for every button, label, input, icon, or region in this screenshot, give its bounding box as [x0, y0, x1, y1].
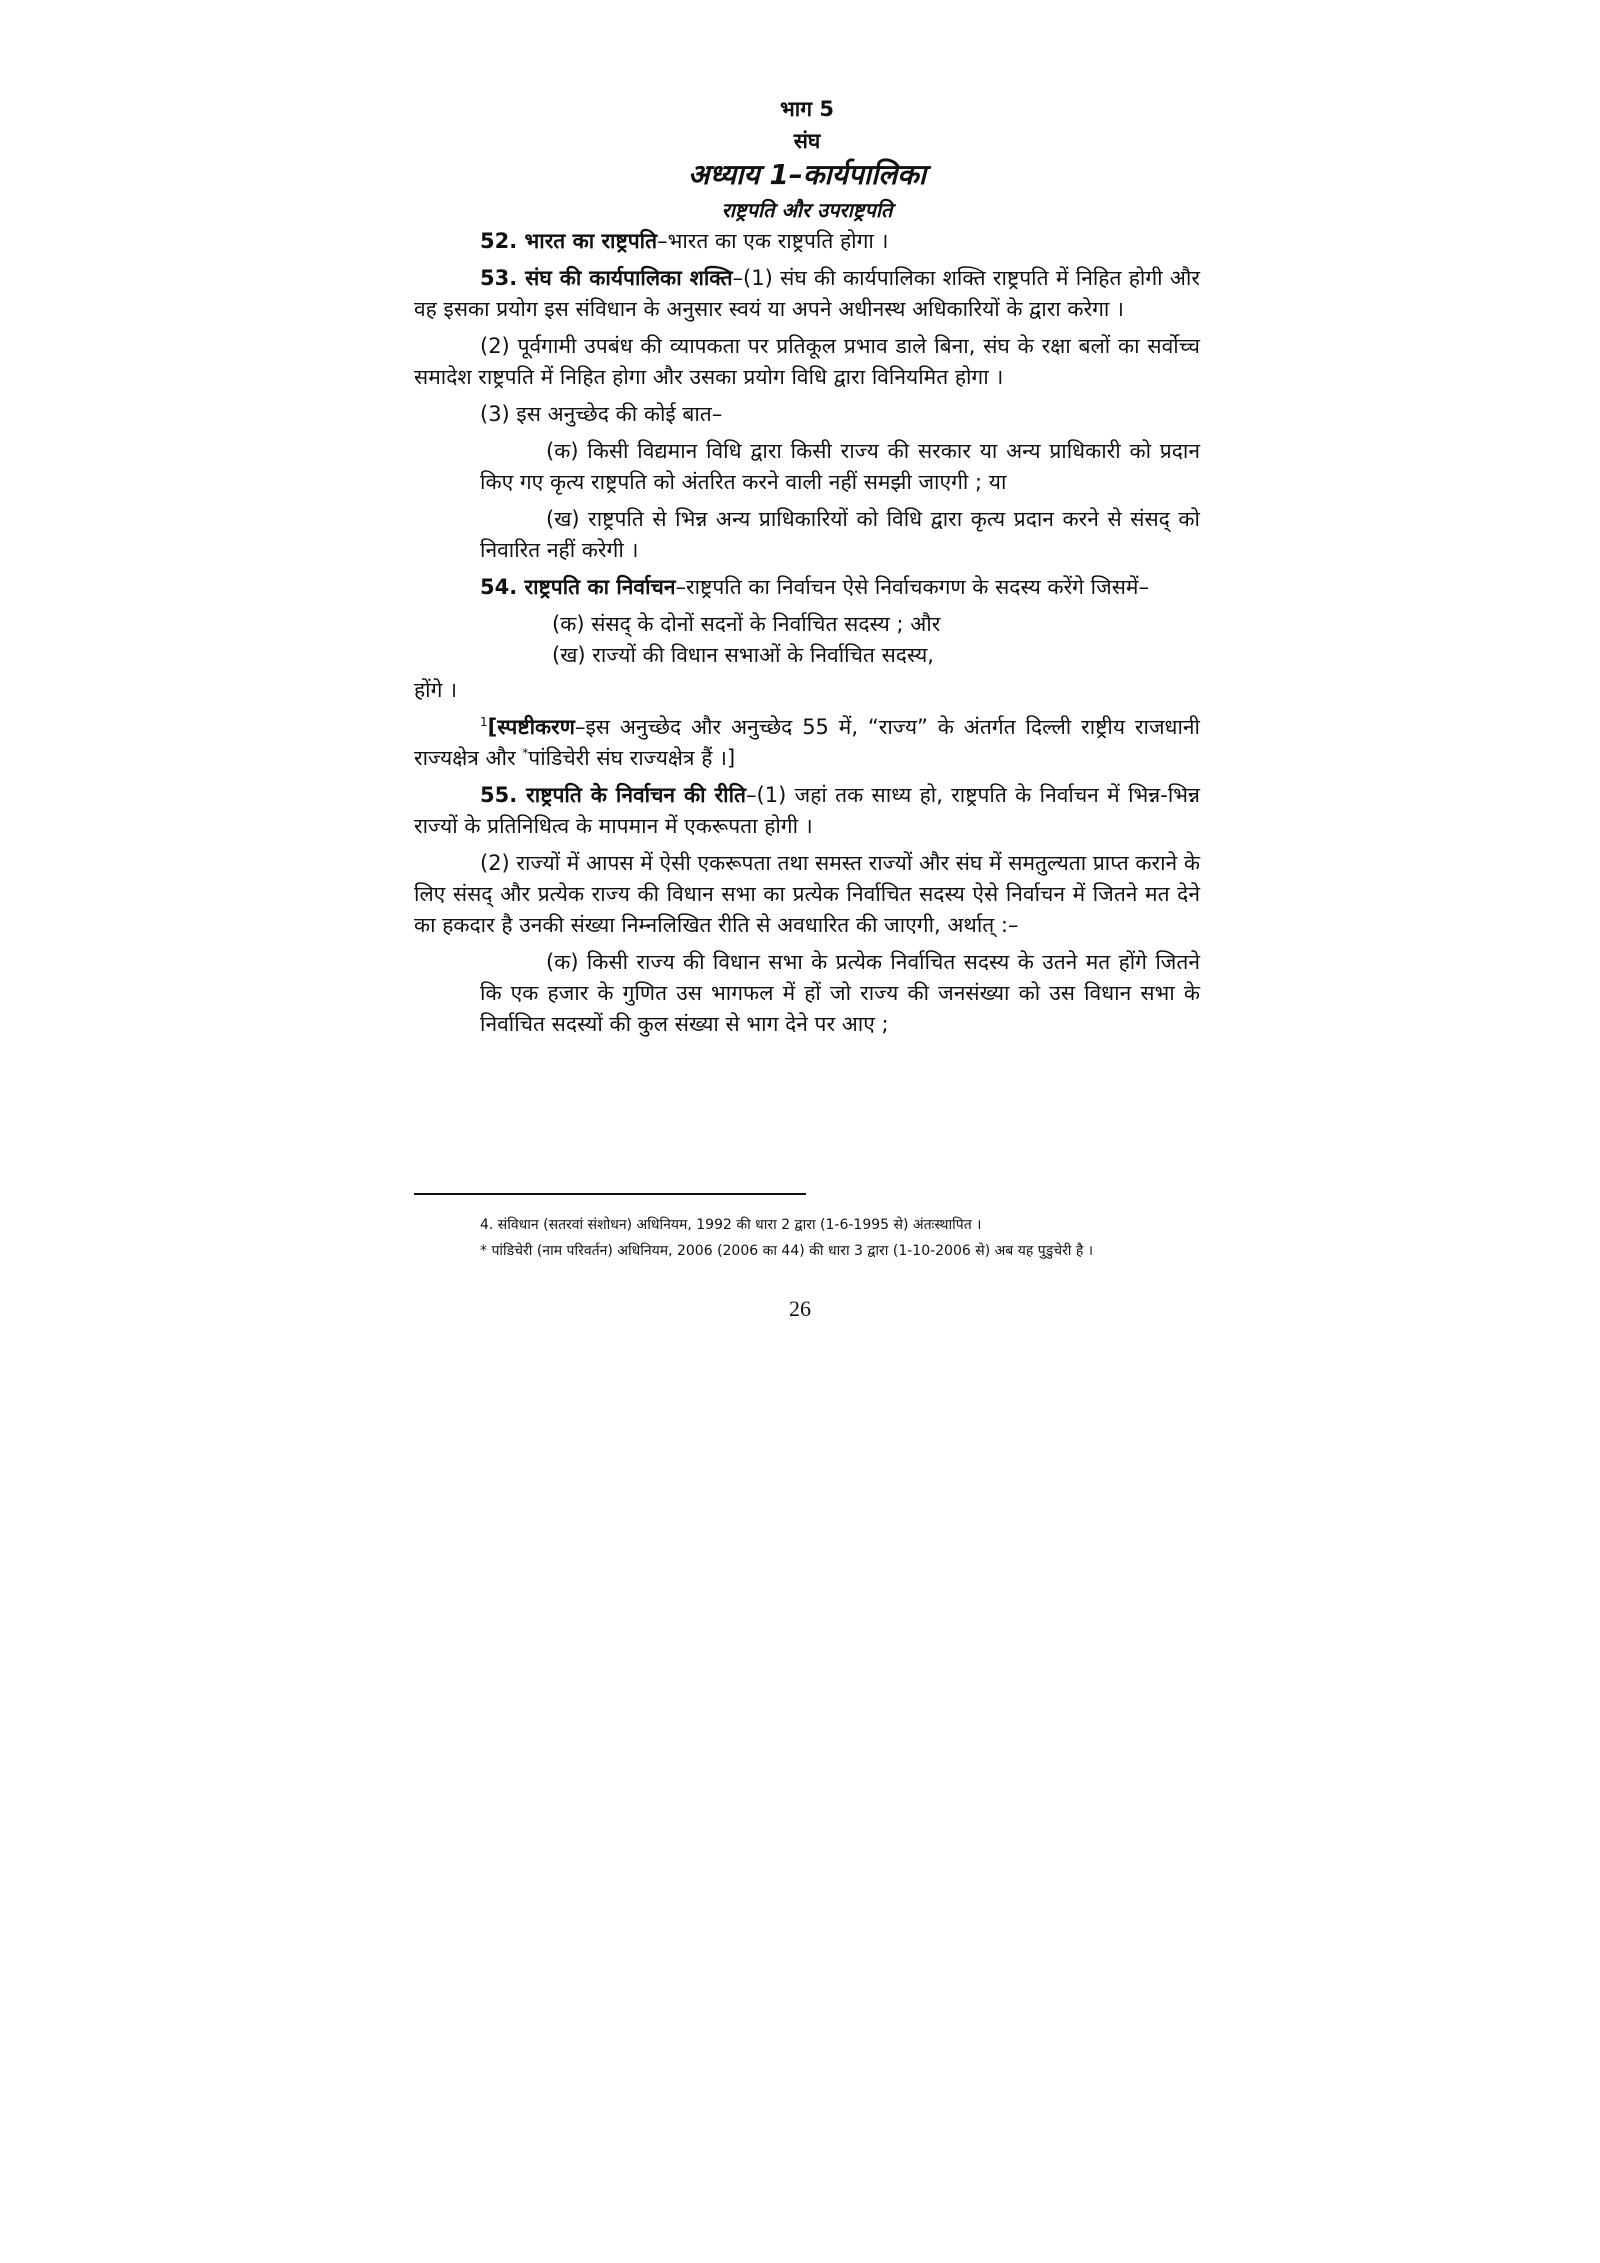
article-53-clause-1 — [414, 263, 1200, 325]
article-55-sub-a: (क) किसी राज्य की विधान सभा के प्रत्येक निर्वाचित सदस्य के उतने मत होंगे जितने कि एक हजार के गुणित उस भागफल में हों जो राज्य की जनसंख्या को उस विधान सभा के निर्वाचित सदस्यों की कुल संख्या से भाग देने पर आए ; — [480, 950, 1200, 1036]
article-55-heading: 55. राष्ट्रपति के निर्वाचन की रीति — [480, 783, 747, 807]
article-53-sub-a: (क) किसी विद्यमान विधि द्वारा किसी राज्य की सरकार या अन्य प्राधिकारी को प्रदान किए गए कृत्य राष्ट्रपति को अंतरित करने वाली नहीं समझी जाएगी ; या — [480, 439, 1200, 494]
chapter-title: अध्याय 1–कार्यपालिका — [687, 158, 927, 191]
footnote-1: 4. संविधान (सतरवां संशोधन) अधिनियम, 1992 की धारा 2 द्वारा (1-6-1995 से) अंतःस्थापित । — [480, 1217, 982, 1233]
section-subheading: राष्ट्रपति और उपराष्ट्रपति — [721, 198, 893, 222]
footnote-divider — [414, 1193, 806, 1195]
article-54-end: होंगे । — [414, 678, 458, 702]
article-54-item-b: (ख) राज्यों की विधान सभाओं के निर्वाचित सदस्य, — [552, 643, 934, 667]
article-55-clause-1-text: –(1) जहां तक साध्य हो, राष्ट्रपति के निर्वाचन में भिन्न-भिन्न राज्यों के प्रतिनिधित्व के मापमान में एकरूपता होगी । — [414, 783, 1200, 838]
article-53-clause-2: (2) पूर्वगामी उपबंध की व्यापकता पर प्रतिकूल प्रभाव डाले बिना, संघ के रक्षा बलों का सर्वोच्च समादेश राष्ट्रपति में निहित होगा और उसका प्रयोग विधि द्वारा विनियमित होगा । — [414, 334, 1200, 389]
page-number: 26 — [789, 1296, 811, 1321]
article-52 — [414, 226, 1200, 257]
explanation-text-1: –इस अनुच्छेद और अनुच्छेद 55 में, “राज्य” के अंतर्गत दिल्ली राष्ट्रीय राजधानी राज्यक्षेत्र और — [414, 715, 1200, 770]
footnote-2: * पांडिचेरी (नाम परिवर्तन) अधिनियम, 2006 (2006 का 44) की धारा 3 द्वारा (1-10-2006 से) अब यह पुडुचेरी है । — [480, 1243, 1094, 1259]
article-53-sub-b: (ख) राष्ट्रपति से भिन्न अन्य प्राधिकारियों को विधि द्वारा कृत्य प्रदान करने से संसद् को निवारित नहीं करेगी । — [480, 507, 1200, 562]
explanation-text-2: पांडिचेरी संघ राज्यक्षेत्र हैं ।] — [528, 746, 736, 770]
article-52-heading: 52. भारत का राष्ट्रपति — [480, 229, 658, 253]
article-53-clause-3: (3) इस अनुच्छेद की कोई बात– — [480, 402, 723, 426]
article-52-text: –भारत का एक राष्ट्रपति होगा । — [657, 229, 889, 253]
document-body — [414, 92, 1200, 1046]
footnote-ref-star: * — [522, 746, 529, 760]
article-55-clause-1 — [414, 780, 1200, 842]
article-53-heading: 53. संघ की कार्यपालिका शक्ति — [480, 266, 733, 290]
article-55-clause-2: (2) राज्यों में आपस में ऐसी एकरूपता तथा समस्त राज्यों और संघ में समतुल्यता प्राप्त कराने के लिए संसद् और प्रत्येक राज्य की विधान सभा का प्रत्येक निर्वाचित सदस्य ऐसे निर्वाचन में जितने मत देने का हकदार है उनकी संख्या निम्नलिखित रीति से अवधारित की जाएगी, अर्थात् :– — [414, 851, 1200, 937]
article-54-heading: 54. राष्ट्रपति का निर्वाचन — [480, 575, 676, 599]
footnote-ref-1: 1 — [480, 715, 488, 729]
part-name: संघ — [793, 129, 821, 153]
article-54-explanation — [414, 712, 1200, 774]
part-number: भाग 5 — [780, 97, 834, 121]
article-53-clause-1-text: –(1) संघ की कार्यपालिका शक्ति राष्ट्रपति में निहित होगी और वह इसका प्रयोग इस संविधान के अनुसार स्वयं या अपने अधीनस्थ अधिकारियों के द्वारा करेगा । — [414, 266, 1200, 321]
article-54-item-a: (क) संसद् के दोनों सदनों के निर्वाचित सदस्य ; और — [552, 612, 941, 636]
article-54-text: –राष्ट्रपति का निर्वाचन ऐसे निर्वाचकगण के सदस्य करेंगे जिसमें– — [675, 575, 1149, 599]
article-54 — [414, 572, 1200, 603]
explanation-heading: [स्पष्टीकरण — [487, 715, 575, 739]
footnotes — [414, 1212, 1200, 1264]
